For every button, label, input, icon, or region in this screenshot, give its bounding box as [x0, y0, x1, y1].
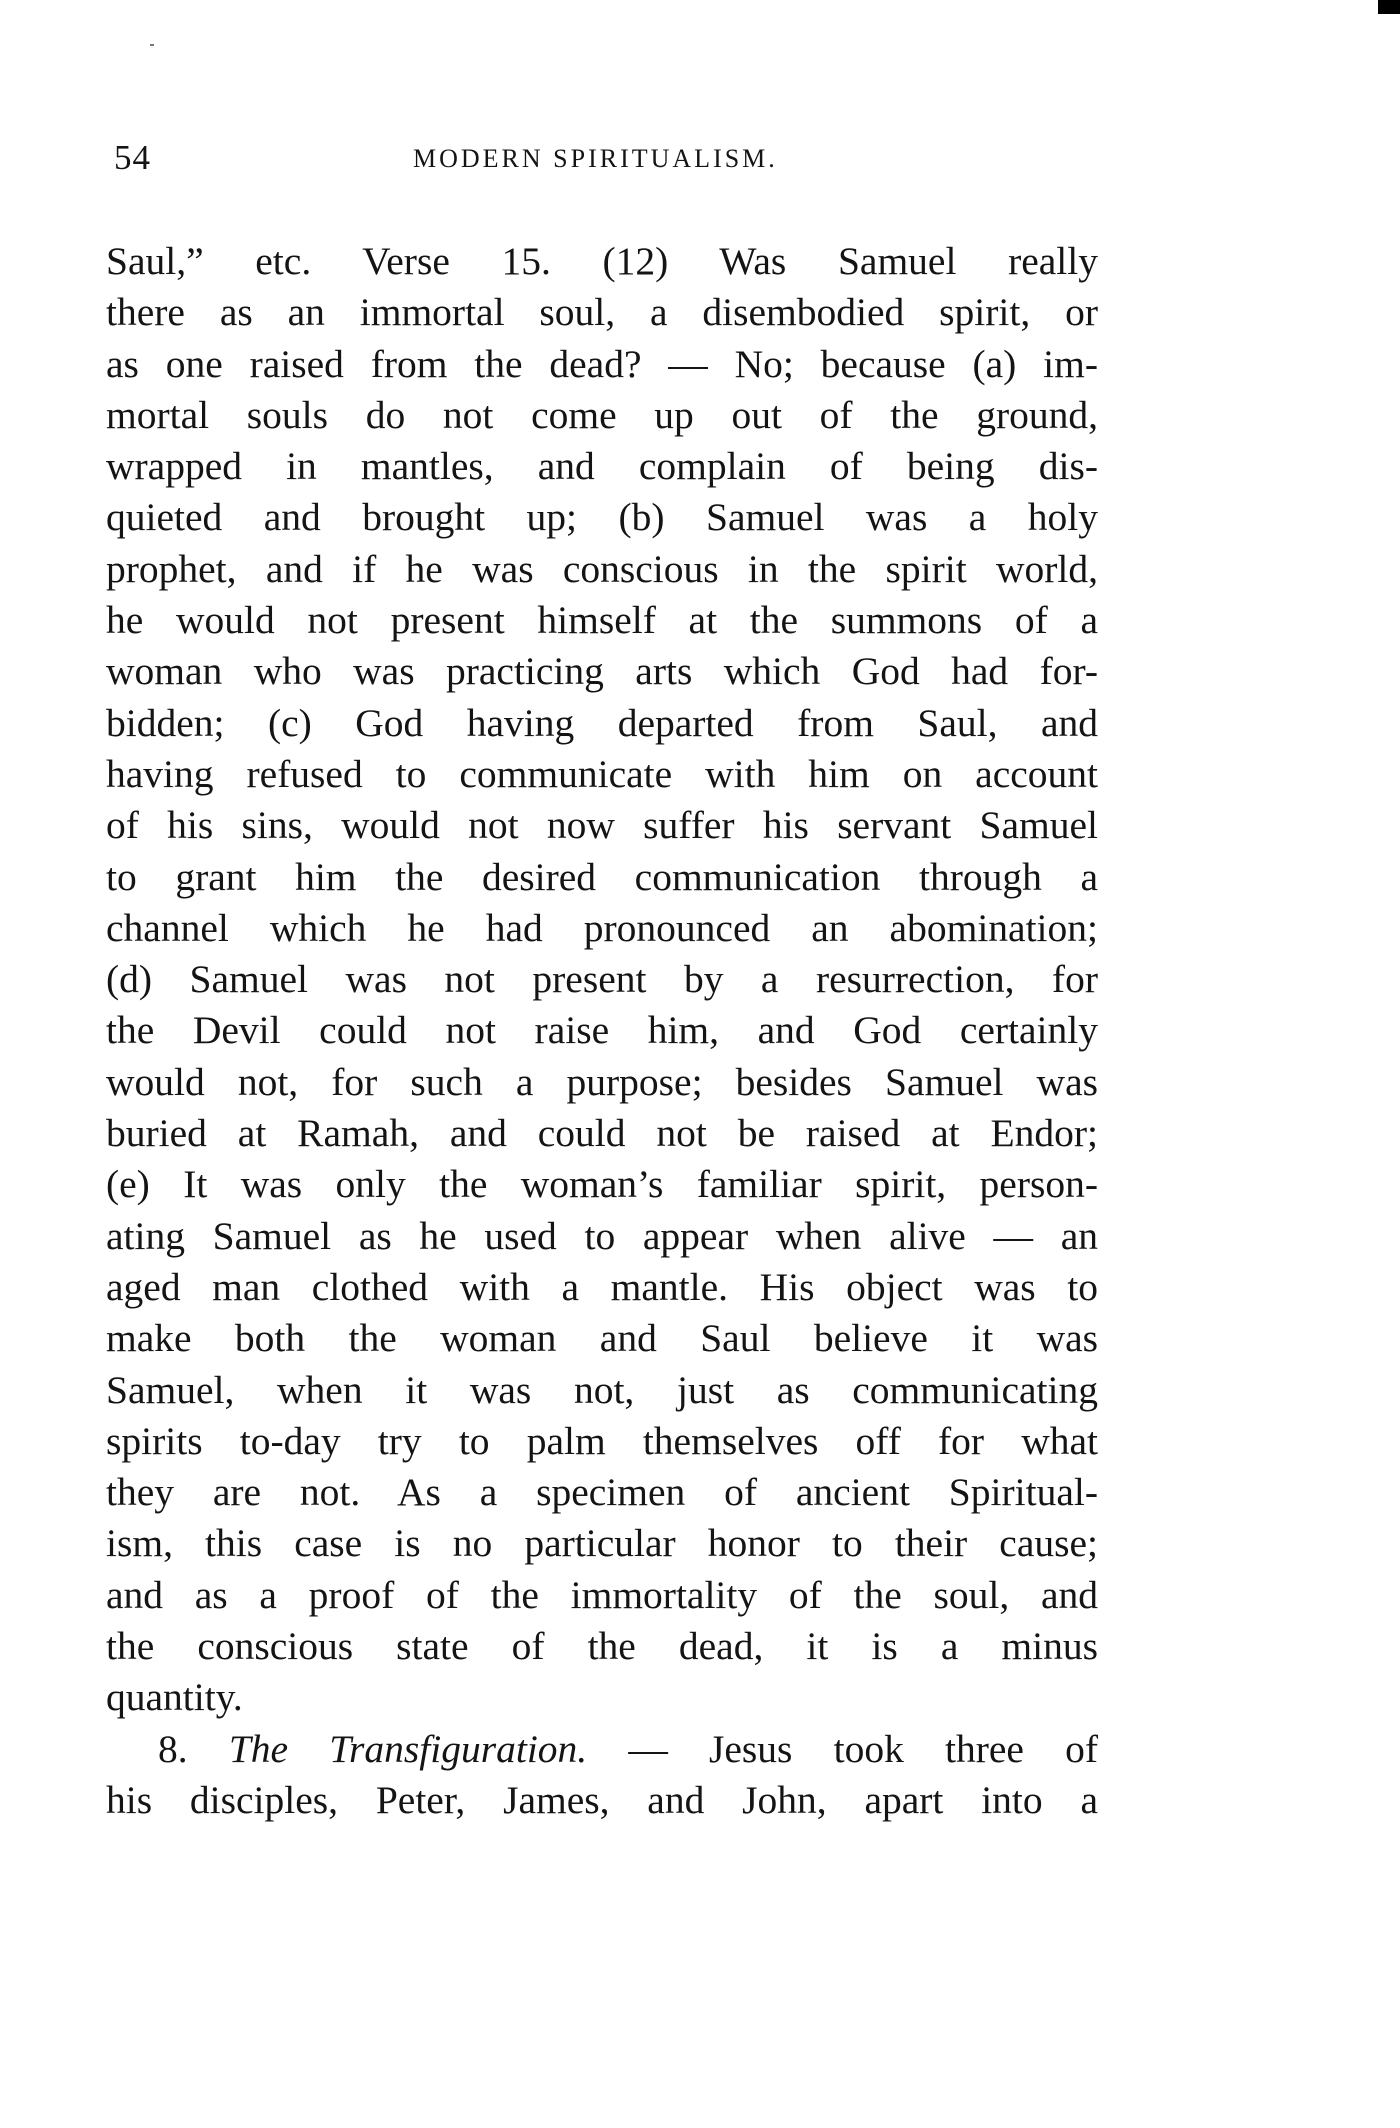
text-line: his disciples, Peter, James, and John, apart into a: [106, 1777, 1098, 1822]
text-line: as one raised from the dead? — No; because (a) im-: [106, 341, 1098, 386]
text-line: the conscious state of the dead, it is a minus: [106, 1624, 1098, 1669]
text-line: and as a proof of the immortality of the soul, and: [106, 1572, 1098, 1617]
section-title: The Transfiguration.: [228, 1726, 588, 1771]
text-line: channel which he had pronounced an abomination;: [106, 905, 1098, 950]
text-line: (d) Samuel was not present by a resurrection, for: [106, 957, 1098, 1002]
text-line: woman who was practicing arts which God had for-: [106, 649, 1098, 694]
text-line: ating Samuel as he used to appear when alive — an: [106, 1213, 1098, 1258]
text-line: aged man clothed with a mantle. His object was to: [106, 1264, 1098, 1309]
scan-edge-mark: [1378, 0, 1400, 14]
section-number: 8.: [158, 1726, 188, 1771]
scan-speck: [150, 44, 154, 46]
text-line: quantity.: [106, 1675, 243, 1720]
text-line: bidden; (c) God having departed from Saul, and: [106, 700, 1098, 745]
text-line: (e) It was only the woman’s familiar spirit, person-: [106, 1162, 1098, 1207]
text-line: ism, this case is no particular honor to their cause;: [106, 1521, 1098, 1566]
text-line: he would not present himself at the summons of a: [106, 598, 1098, 643]
body-text: [106, 236, 1098, 1826]
text-line: spirits to-day try to palm themselves off for what: [106, 1418, 1098, 1463]
text-line: of his sins, would not now suffer his servant Samuel: [106, 803, 1098, 848]
text-line: having refused to communicate with him on account: [106, 751, 1098, 796]
text-line: quieted and brought up; (b) Samuel was a holy: [106, 495, 1098, 540]
text-line: there as an immortal soul, a disembodied spirit, or: [106, 290, 1098, 335]
section-heading-line: [106, 1724, 1098, 1775]
text-line: to grant him the desired communication through a: [106, 854, 1098, 899]
text-line: the Devil could not raise him, and God certainly: [106, 1008, 1098, 1053]
text-line: buried at Ramah, and could not be raised at Endor;: [106, 1111, 1098, 1156]
text-line: they are not. As a specimen of ancient Spiritual-: [106, 1470, 1098, 1515]
text-line: would not, for such a purpose; besides Samuel was: [106, 1059, 1098, 1104]
text-line: prophet, and if he was conscious in the spirit world,: [106, 546, 1098, 591]
text-line: mortal souls do not come up out of the ground,: [106, 392, 1098, 437]
text-line: Samuel, when it was not, just as communicating: [106, 1367, 1098, 1412]
running-head: MODERN SPIRITUALISM.: [413, 144, 778, 173]
page-number: 54: [114, 138, 151, 177]
text-line: wrapped in mantles, and complain of being dis-: [106, 444, 1098, 489]
text-line: make both the woman and Saul believe it was: [106, 1316, 1098, 1361]
section-lead-text: — Jesus took three of: [628, 1726, 1099, 1771]
page-header: [108, 138, 1108, 188]
text-line: Saul,” etc. Verse 15. (12) Was Samuel really: [106, 239, 1098, 283]
